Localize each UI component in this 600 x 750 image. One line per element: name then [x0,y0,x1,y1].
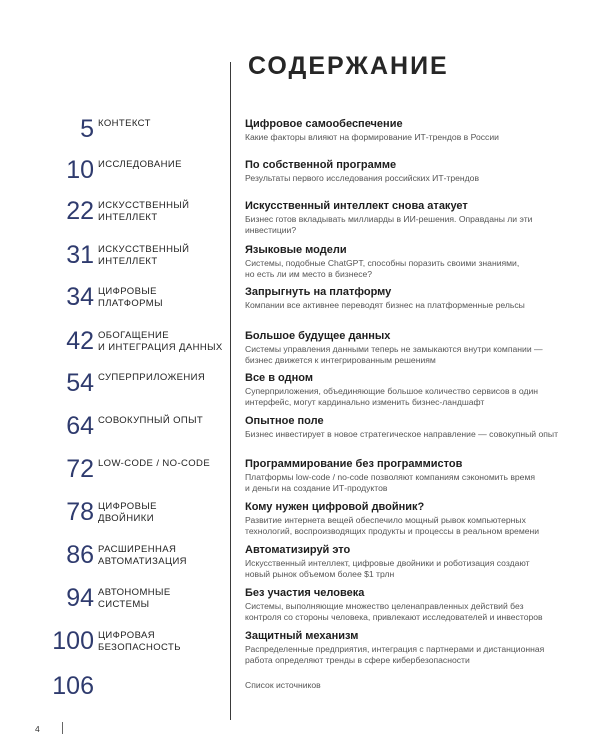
article-title: Кому нужен цифровой двойник? [245,501,425,513]
article-description: Развитие интернета вещей обеспечило мощный рывок компьютерных технологий, воспроизводящих продукты и процессы в реальном времени [245,515,540,536]
page-number: 10 [66,156,94,184]
section-label: ЦИФРОВЫЕ ПЛАТФОРМЫ [98,286,163,309]
page-number: 94 [66,584,94,612]
article-description: Искусственный интеллект, цифровые двойники и роботизация создают новый рынок объемом более $1 трлн [245,558,530,579]
article-description: Системы управления данными теперь не замыкаются внутри компании — бизнес движется к интегрированным решениям [245,344,543,365]
vertical-divider [230,62,231,720]
page-number: 54 [66,369,94,397]
article-title: Большое будущее данных [245,330,391,342]
article-description: Системы, подобные ChatGPT, способны поразить своими знаниями, но есть ли им место в бизнесе? [245,258,520,279]
article-description: Бизнес готов вкладывать миллиарды в ИИ-решения. Оправданы ли эти инвестиции? [245,214,533,235]
page-number: 31 [66,241,94,269]
article-title: Все в одном [245,372,313,384]
section-label: ОБОГАЩЕНИЕ И ИНТЕГРАЦИЯ ДАННЫХ [98,330,223,353]
article-description: Результаты первого исследования российских ИТ-трендов [245,173,480,183]
page-title: СОДЕРЖАНИЕ [248,52,449,80]
section-label: ЦИФРОВЫЕ ДВОЙНИКИ [98,501,157,524]
article-title: Языковые модели [245,244,347,256]
article-title: Запрыгнуть на платформу [245,286,392,298]
page-number: 100 [52,627,94,655]
article-title: По собственной программе [245,159,397,171]
article-title: Цифровое самообеспечение [245,118,403,130]
article-description: Бизнес инвестирует в новое стратегическое направление — совокупный опыт [245,429,559,439]
article-description: Какие факторы влияют на формирование ИТ-трендов в России [245,132,499,142]
article-title: Программирование без программистов [245,458,463,470]
article-description: Распределенные предприятия, интеграция с партнерами и дистанционная работа определяют тренды в сфере кибербезопасности [245,644,545,665]
article-description: Платформы low-code / no-code позволяют компаниям сэкономить время и деньги на создание ИТ-продуктов [245,472,536,493]
article-title: Искусственный интеллект снова атакует [245,200,468,212]
page-number: 106 [52,672,94,700]
article-title: Опытное поле [245,415,324,427]
page-number: 78 [66,498,94,526]
section-label: ЦИФРОВАЯ БЕЗОПАСНОСТЬ [98,630,181,653]
article-title: Защитный механизм [245,630,359,642]
section-label: ИСКУССТВЕННЫЙ ИНТЕЛЛЕКТ [98,244,190,267]
footer-page-number: 4 [35,724,40,734]
section-label: ИССЛЕДОВАНИЕ [98,159,182,170]
article-title: Автоматизируй это [245,544,351,556]
sources-link[interactable]: Список источников [245,680,321,690]
footer-divider [62,722,63,734]
section-label: АВТОНОМНЫЕ СИСТЕМЫ [98,587,171,610]
article-description: Суперприложения, объединяющие большое количество сервисов в один интерфейс, могут кардинально изменить бизнес-ландшафт [245,386,539,407]
article-description: Системы, выполняющие множество целенаправленных действий без контроля со стороны человека, привлекают исследователей и инвесторов [245,601,543,622]
page-number: 22 [66,197,94,225]
section-label: КОНТЕКСТ [98,118,151,129]
page-number: 72 [66,455,94,483]
page-number: 86 [66,541,94,569]
article-description: Компании все активнее переводят бизнес на платформенные рельсы [245,300,525,310]
page-number: 42 [66,327,94,355]
section-label: СОВОКУПНЫЙ ОПЫТ [98,415,204,426]
article-title: Без участия человека [245,587,365,599]
section-label: СУПЕРПРИЛОЖЕНИЯ [98,372,206,383]
section-label: РАСШИРЕННАЯ АВТОМАТИЗАЦИЯ [98,544,187,567]
section-label: ИСКУССТВЕННЫЙ ИНТЕЛЛЕКТ [98,200,190,223]
page-number: 34 [66,283,94,311]
section-label: LOW-CODE / NO-CODE [98,458,211,469]
page-number: 64 [66,412,94,440]
page-number: 5 [80,115,94,143]
